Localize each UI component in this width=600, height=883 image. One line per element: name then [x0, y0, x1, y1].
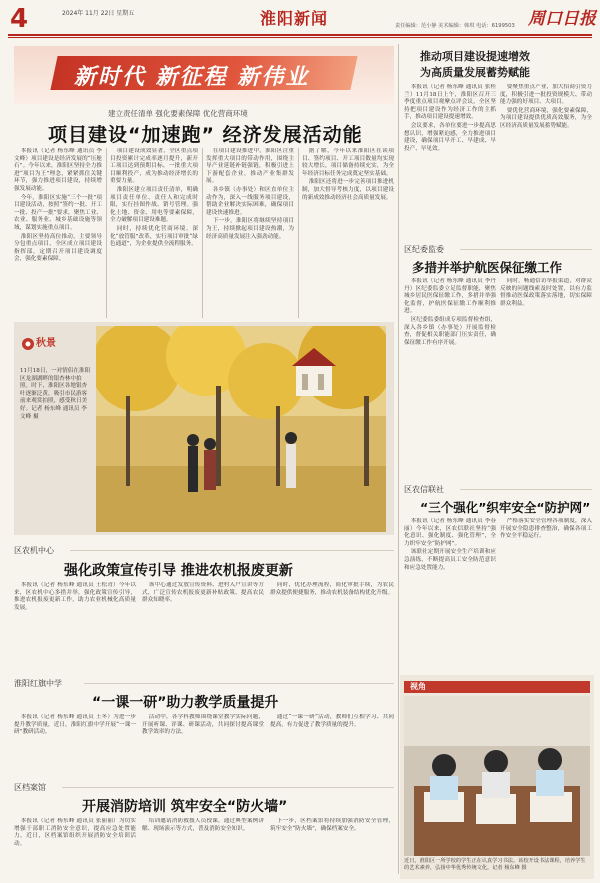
- paragraph: 据了解，今年以来淮阳区在谈项目、签约项目、开工项目数量均实现较大增长，项目储备持续充实，为全年经济目标任务完成奠定坚实基础。: [302, 148, 394, 177]
- newspaper-logo: 周口日报: [528, 9, 596, 29]
- photo-caption: 11月18日，一对情侣在淮阳区龙湖湖畔的银杏林中拍照。时下，淮阳区各地银杏叶逐渐泛黄，吸引市民游客前来观赏拍照，感受秋日美好。记者 杨东峰 通讯员 李文峰 摄: [20, 368, 91, 420]
- top-right-title-1: 推动项目建设提速增效: [420, 50, 530, 63]
- paragraph: 该联社定期开展安全生产培训和应急演练，不断提高员工安全防范意识和应急处置能力。: [404, 549, 496, 571]
- paragraph: 今年，淮阳区实施“三个一批”项目建设活动，按照“签约一批、开工一批、投产一批”要求，聚焦工业、农业、服务业、城乡基础设施等领域，谋划实施重点项目。: [14, 194, 102, 231]
- fire-col-1: [14, 818, 136, 880]
- paragraph: 同时，优化办理流程，简化审批手续，为农民群众提供便捷服务，推动农机装备结构优化升级。: [270, 582, 394, 596]
- school-col-1: [14, 714, 136, 778]
- top-right-col-1: [404, 84, 496, 238]
- paragraph: 会议要求，各单位要进一步提高思想认识，增强紧迫感，全力推进项目建设，确保项目早开工、早建成、早投产、早见效。: [404, 122, 496, 152]
- paragraph: 区纪委监委组成专项监督检查组，深入各乡镇（办事处）开展监督检查，督促相关职能部门压实责任，确保征缴工作有序开展。: [404, 316, 496, 346]
- school-col-2: [142, 714, 264, 778]
- masthead-rule: [8, 34, 592, 36]
- farm-col-3: [270, 582, 394, 672]
- fire-col-3: [270, 818, 394, 880]
- paragraph: 下一步，区档案馆将持续加强消防安全管理，筑牢安全“防火墙”，确保档案安全。: [270, 818, 394, 832]
- lead-article-col-4: [302, 148, 394, 318]
- masthead-rule-thin: [8, 37, 592, 38]
- paragraph: 培训邀请消防救援人员授课，通过典型案例讲解、现场演示等方式，普及消防安全知识。: [142, 818, 264, 832]
- ginkgo-photo: [96, 326, 386, 532]
- bottom-photo-caption: 近日，淮阳区一所学校的学生正在认真学习书法。该校开设书法课程，培养学生的艺术素养，弘扬中华优秀传统文化。记者 杨东峰 摄: [404, 858, 586, 871]
- top-right-title-2: 为高质量发展蓄势赋能: [420, 66, 530, 79]
- bottom-photo-label-bar: [404, 681, 590, 693]
- section-label-school: 淮阳红旗中学: [14, 679, 62, 688]
- fire-title: 开展消防培训 筑牢安全“防火墙”: [82, 799, 288, 815]
- paragraph: 该中心通过发放宣传资料、进村入户宣讲等方式，广泛宣传农机报废更新补贴政策，提高农民群众知晓率。: [142, 582, 264, 604]
- section-rule: [460, 489, 592, 490]
- banner-title: 新时代 新征程 新伟业: [74, 65, 310, 90]
- school-col-3: [270, 714, 394, 778]
- section-rule: [84, 683, 394, 684]
- discipline-title: 多措并举护航医保征缴工作: [412, 260, 563, 275]
- paragraph: 项目建设成效显著，全区重点项目投资累计完成率逐月提升，新开工项目达到预期目标，一批重大项目顺利投产，成为推动经济增长的重要力量。: [110, 148, 198, 185]
- calligraphy-photo-image: [404, 696, 590, 856]
- paragraph: 活动中，各学科教师围绕课堂教学实际问题，开展听课、评课、研课活动，共同探讨提高课堂教学效率的方法。: [142, 714, 264, 736]
- section-name: 淮阳新闻: [260, 9, 329, 28]
- lead-article-col-1: [14, 148, 102, 318]
- editor-line: 责任编辑：范小静 美术编辑：韩琪 电话：6199503: [395, 23, 515, 29]
- column-rule: [298, 148, 299, 318]
- article-headline: 项目建设“加速跑” 经济发展活动能: [48, 124, 363, 146]
- paragraph: 同时，畅通信访举报渠道，对群众反映的问题线索及时处置，以有力监督推动医保政策落实落地，切实保障群众利益。: [500, 278, 592, 307]
- bottom-photo-label: 视角: [410, 682, 426, 691]
- paragraph: 要优化营商环境，强化要素保障，为项目建设提供优质高效服务，为全区经济高质量发展蓄势赋能。: [500, 107, 592, 129]
- paragraph: 下一步，淮阳区将继续坚持项目为王，持续掀起项目建设热潮，为经济高质量发展注入强劲动能。: [206, 218, 294, 240]
- banner: [14, 46, 394, 104]
- top-right-col-2: [500, 84, 592, 238]
- paragraph: 本报讯（记者 杨东峰 通讯员 王冬）为进一步提升教学质量，近日，淮阳红旗中学开展“一课一研”教研活动。: [14, 714, 136, 736]
- lead-article-col-3: [206, 148, 294, 318]
- school-title: “一课一研”助力教学质量提升: [92, 695, 279, 711]
- section-label-letters: 区农信联社: [404, 485, 444, 494]
- discipline-col-2: [500, 278, 592, 478]
- farm-col-1: [14, 582, 136, 672]
- letters-col-1: [404, 518, 496, 670]
- section-rule: [460, 249, 592, 250]
- letters-col-2: [500, 518, 592, 670]
- letters-title: “三个强化”织牢安全“防护网”: [420, 500, 591, 515]
- discipline-col-1: [404, 278, 496, 478]
- column-rule: [106, 148, 107, 318]
- photo-label-text: 秋景: [36, 338, 56, 349]
- lead-article-col-2: [110, 148, 198, 318]
- paragraph: 淮阳区建立项目责任清单，明确项目责任单位、责任人和完成时限，实行挂图作战、销号管理。强化土地、资金、用电等要素保障，全力破解项目建设难题。: [110, 186, 198, 224]
- paragraph: 淮阳区坚持高位推动，主要领导分包重点项目，全区成立项目建设指挥部，定期召开项目建设调度会，强化要素保障。: [14, 233, 102, 263]
- ginkgo-photo-image: [96, 326, 386, 532]
- farm-col-2: [142, 582, 264, 672]
- calligraphy-photo: [404, 696, 590, 856]
- paragraph: 要聚焦重点产业，加大招商引资力度，积极引进一批投资规模大、带动能力强的好项目、大项目。: [500, 84, 592, 106]
- section-label-archive: 区档案馆: [14, 783, 46, 792]
- paragraph: 本报讯（记者 杨东峰 通讯员 张桂兰）11月18日上午，淮阳区召开三季度重点项目观摩点评会议，全区坚持把项目建设作为经济工作的主抓手，推动项目建设提速增效。: [404, 84, 496, 121]
- section-label-farm: 区农机中心: [14, 546, 54, 555]
- fire-col-2: [142, 818, 264, 880]
- section-label-discipline: 区纪委监委: [404, 245, 444, 254]
- paragraph: 本报讯（记者 杨东峰 通讯员 李春丽）今年以来，区农信联社坚持“强化意识、强化制度、强化管理”，全力织牢安全“防护网”。: [404, 518, 496, 547]
- paragraph: 本报讯（记者 杨东峰 通讯员 李丹丹）区纪委监委立足监督职能，聚焦城乡居民医保征缴工作，多措并举强化监督，护航医保征缴工作顺利推进。: [404, 278, 496, 315]
- paragraph: 淮阳区还将进一步完善项目推进机制，加大督导考核力度，以项目建设的新成效推动经济社会高质量发展。: [302, 179, 394, 201]
- page-number: 4: [10, 4, 29, 34]
- paragraph: 在项目建设推进中，淮阳区注重发挥重大项目的带动作用，围绕主导产业延链补链强链，积极引进上下游配套企业，推动产业集群发展。: [206, 148, 294, 185]
- issue-date: 2024年 11月 22日 星期五: [62, 10, 135, 17]
- section-rule: [62, 787, 394, 788]
- paragraph: 通过“一课一研”活动，教师们互相学习、共同提高，有力促进了教学质量的提升。: [270, 714, 394, 728]
- paragraph: 本报讯（记者 杨东峰 通讯员 王松青）今年以来，区农机中心多措并举，强化政策宣传引导，推进农机报废更新工作，助力农业机械化高质量发展。: [14, 582, 136, 611]
- paragraph: 本报讯（记者 杨东峰 通讯员 李文峰）项目建设是经济发展的“压舱石”。今年以来，淮阳区坚持全力推进“项目为王”理念，紧紧抓住关键环节，强力推进项目建设，持续增强发展动能。: [14, 148, 102, 192]
- paragraph: 同时，持续优化营商环境，深化“放管服”改革，实行项目审批“绿色通道”，为企业提供全流程服务。: [110, 225, 198, 248]
- column-rule: [398, 44, 399, 874]
- section-rule: [70, 550, 394, 551]
- column-rule: [202, 148, 203, 318]
- farm-title: 强化政策宣传引导 推进农机报废更新: [64, 563, 293, 579]
- paragraph: 严格落实安全管理各项制度，深入开展安全隐患排查整治，确保各项工作安全平稳运行。: [500, 518, 592, 540]
- article-subtitle: 建立责任清单 强化要素保障 优化营商环境: [108, 109, 248, 118]
- paragraph: 各乡镇（办事处）和区直单位主动作为，深入一线服务项目建设，帮助企业解决实际困难，确保项目建设快速推进。: [206, 186, 294, 216]
- paragraph: 本报讯（记者 杨东峰 通讯员 张丽丽）为切实增强干部职工消防安全意识，提高应急处置能力，近日，区档案馆组织开展消防安全培训活动。: [14, 818, 136, 847]
